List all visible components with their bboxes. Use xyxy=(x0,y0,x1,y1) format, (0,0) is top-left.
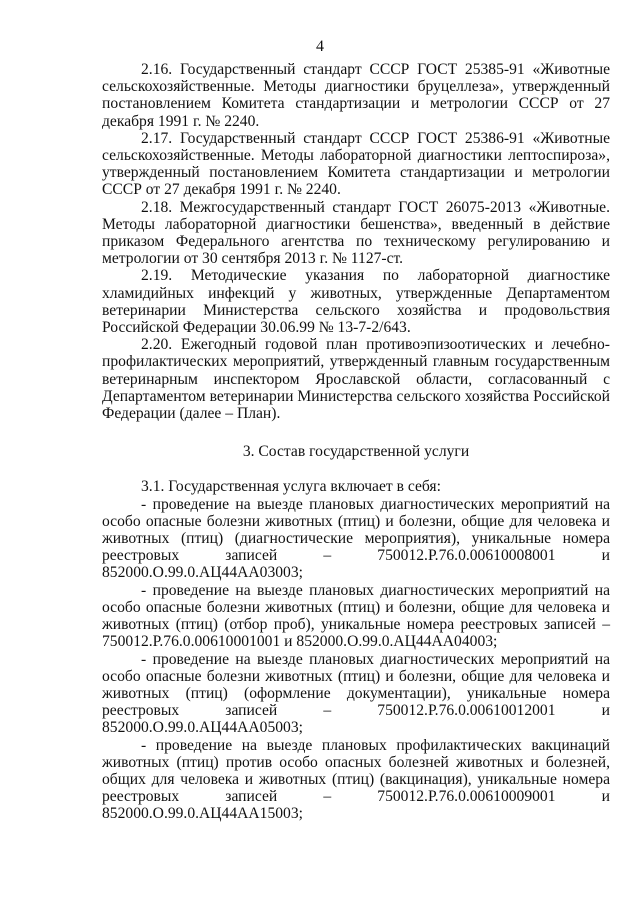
list-item: - проведение на выезде плановых диагностических мероприятий на особо опасные болезни животных (птиц) и болезни, общие для человека и животных (птиц) (оформление документации), уникальные номера реестровых записей – 750012.Р.76.0.00610012001 и 852000.О.99.0.АЦ44АА05003; xyxy=(102,650,610,737)
paragraph-2-18: 2.18. Межгосударственный стандарт ГОСТ 26075-2013 «Животные. Методы лабораторной диагностики бешенства», введенный в действие приказом Федерального агентства по техническому регулированию и метрологии от 30 сентября 2013 г. № 1127-ст. xyxy=(102,198,610,268)
section-heading: 3. Состав государственной услуги xyxy=(242,443,470,461)
list-item: - проведение на выезде плановых диагностических мероприятий на особо опасные болезни животных (птиц) и болезни, общие для человека и животных (птиц) (диагностические мероприятия), уникальные номера реестровых записей – 750012.Р.76.0.00610008001 и 852000.О.99.0.АЦ44АА03003; xyxy=(102,495,610,582)
paragraph-2-17: 2.17. Государственный стандарт СССР ГОСТ 25386-91 «Животные сельскохозяйственные. Методы лабораторной диагностики лептоспироза», утвержденный постановлением Комитета стандартизации и метрологии СССР от 27 декабря 1991 г. № 2240. xyxy=(102,129,610,199)
page-number: 4 xyxy=(316,38,324,55)
service-items-list xyxy=(102,496,610,823)
list-item: - проведение на выезде плановых диагностических мероприятий на особо опасные болезни животных (птиц) и болезни, общие для человека и животных (птиц) (отбор проб), уникальные номера реестровых записей – 750012.Р.76.0.00610001001 и 852000.О.99.0.АЦ44АА04003; xyxy=(102,581,610,651)
paragraph-2-19: 2.19. Методические указания по лабораторной диагностике хламидийных инфекций у животных, утвержденные Департаментом ветеринарии Министерства сельского хозяйства и продовольствия Российской Федерации 30.06.99 № 13-7-2/643. xyxy=(102,267,610,337)
list-item: - проведение на выезде плановых профилактических вакцинаций животных (птиц) против особо опасных болезней животных и болезней, общих для человека и животных (птиц) (вакцинация), уникальные номера реестровых записей – 750012.Р.76.0.00610009001 и 852000.О.99.0.АЦ44АА15003; xyxy=(102,736,610,823)
paragraph-2-20: 2.20. Ежегодный годовой план противоэпизоотических и лечебно-профилактических мероприятий, утвержденный главным государственным ветеринарным инспектором Ярославской области, согласованный с Департаментом ветеринарии Министерства сельского хозяйства Российской Федерации (далее – План). xyxy=(102,336,610,423)
paragraph-2-16: 2.16. Государственный стандарт СССР ГОСТ 25385-91 «Животные сельскохозяйственные. Методы диагностики бруцеллеза», утвержденный постановлением Комитета стандартизации и метрологии СССР от 27 декабря 1991 г. № 2240. xyxy=(102,61,610,130)
section-intro: 3.1. Государственная услуга включает в себя: xyxy=(141,478,441,496)
document-body xyxy=(102,61,610,823)
